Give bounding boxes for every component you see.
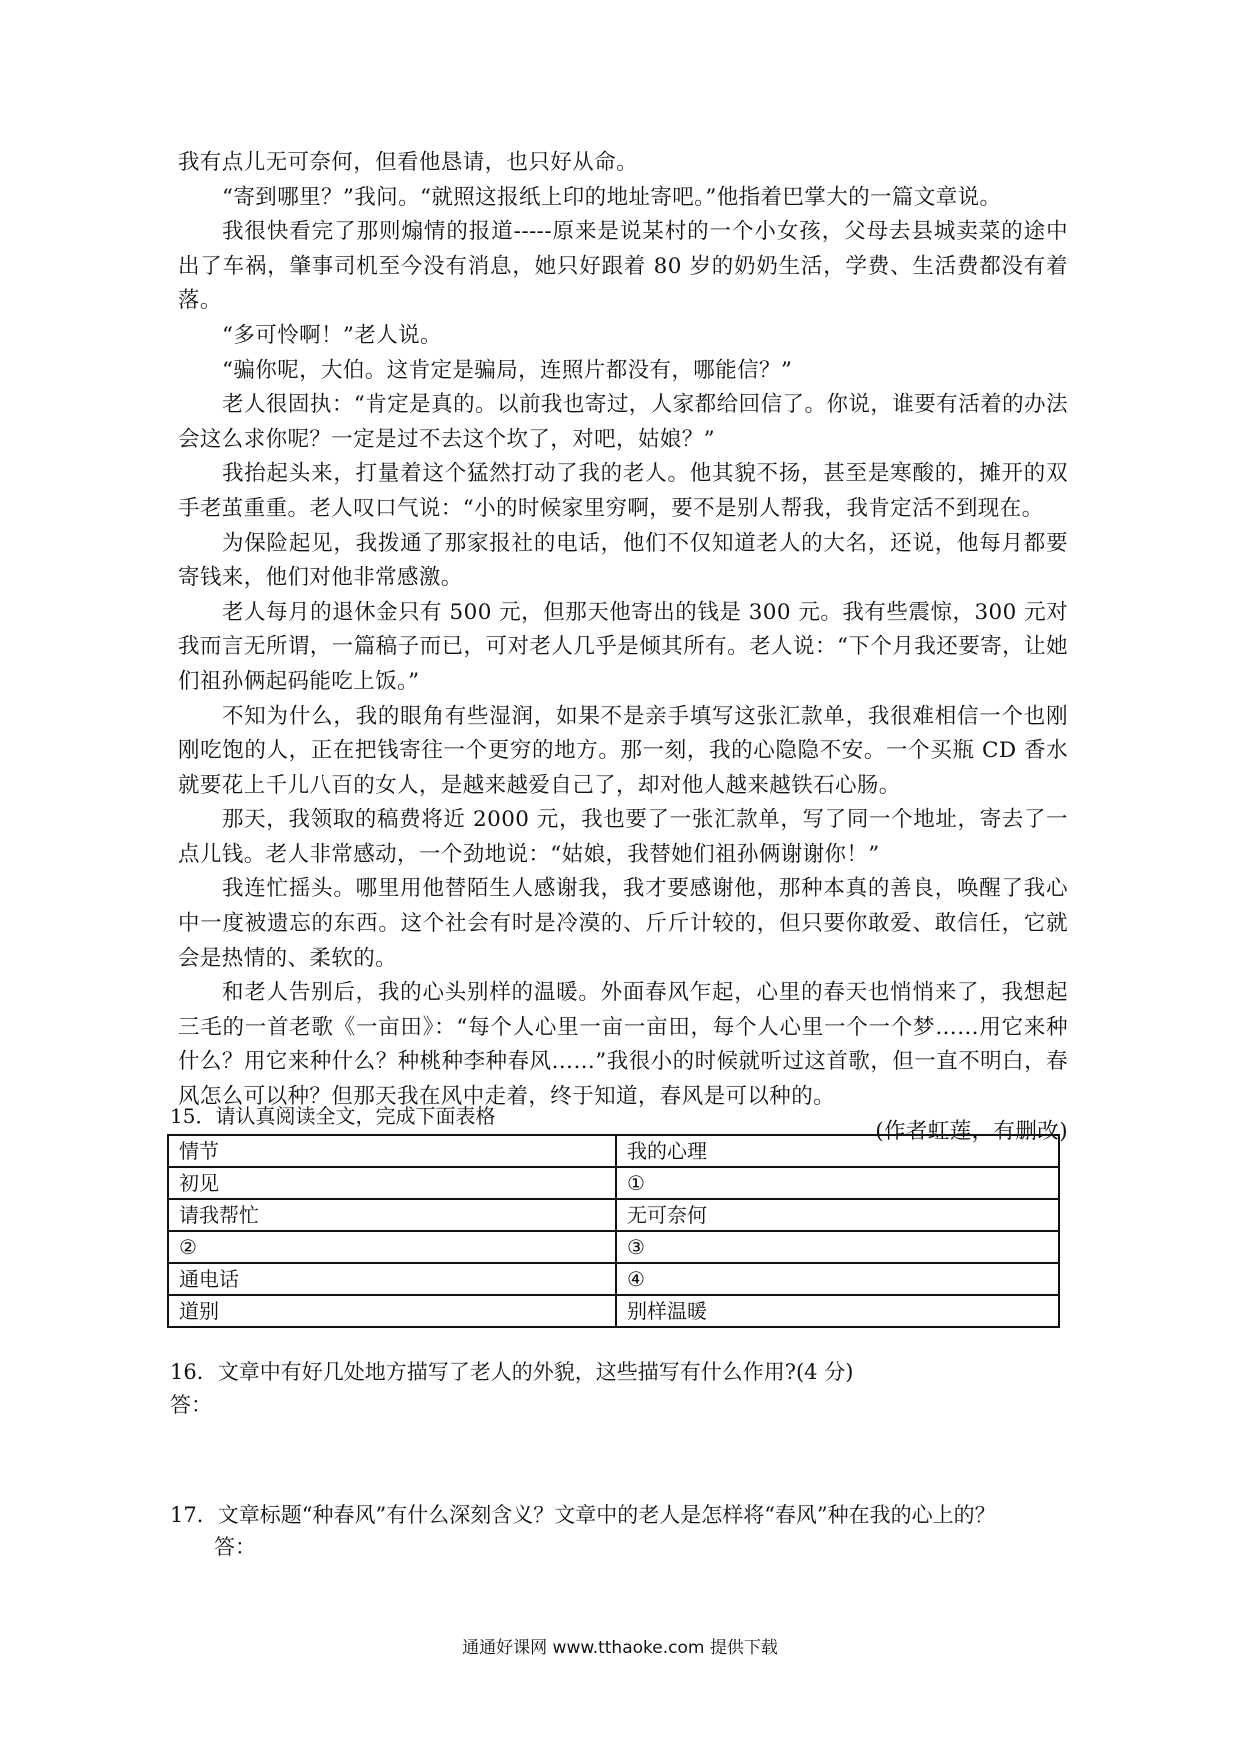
question-15-table bbox=[167, 1134, 1060, 1328]
question-16-prompt: 16．文章中有好几处地方描写了老人的外貌，这些描写有什么作用?(4 分) bbox=[170, 1360, 854, 1384]
table-cell: 请我帮忙 bbox=[168, 1199, 616, 1231]
table-row bbox=[168, 1231, 1059, 1263]
table-cell: ① bbox=[616, 1167, 1059, 1199]
table-header-cell: 我的心理 bbox=[616, 1135, 1059, 1167]
table-cell: ② bbox=[168, 1231, 616, 1263]
paragraph: 老人很固执：“肯定是真的。以前我也寄过，人家都给回信了。你说，谁要有活着的办法会这么求你呢？一定是过不去这个坎了，对吧，姑娘？” bbox=[178, 392, 1068, 452]
table-cell: 无可奈何 bbox=[616, 1199, 1059, 1231]
table-header-row bbox=[168, 1135, 1059, 1167]
paragraph: “多可怜啊！”老人说。 bbox=[222, 322, 442, 348]
table-row bbox=[168, 1199, 1059, 1231]
question-17-answer-label: 答： bbox=[214, 1535, 256, 1559]
reading-passage bbox=[178, 146, 1068, 1149]
table-cell: ③ bbox=[616, 1231, 1059, 1263]
question-15-prompt: 15．请认真阅读全文，完成下面表格 bbox=[170, 1104, 496, 1128]
paragraph: 那天，我领取的稿费将近 2000 元，我也要了一张汇款单，写了同一个地址，寄去了一点儿钱。老人非常感动，一个劲地说：“姑娘，我替她们祖孙俩谢谢你！” bbox=[178, 807, 1068, 867]
table-row bbox=[168, 1263, 1059, 1295]
paragraph: 和老人告别后，我的心头别样的温暖。外面春风乍起，心里的春天也悄悄来了，我想起三毛的一首老歌《一亩田》：“每个人心里一亩一亩田，每个人心里一个一个梦……用它来种什么？用它来种什么？种桃种李种春风……”我很小的时候就听过这首歌，但一直不明白，春风怎么可以种？但那天我在风中走着，终于知道，春风是可以种的。 bbox=[178, 980, 1068, 1110]
table-cell: 通电话 bbox=[168, 1263, 616, 1295]
table-cell: ④ bbox=[616, 1263, 1059, 1295]
paragraph: 为保险起见，我拨通了那家报社的电话，他们不仅知道老人的大名，还说，他每月都要寄钱来，他们对他非常感激。 bbox=[178, 530, 1068, 591]
table-header-cell: 情节 bbox=[168, 1135, 616, 1167]
table-row bbox=[168, 1167, 1059, 1199]
paragraph: 我连忙摇头。哪里用他替陌生人感谢我，我才要感谢他，那种本真的善良，唤醒了我心中一度被遗忘的东西。这个社会有时是冷漠的、斤斤计较的，但只要你敢爱、敢信任，它就会是热情的、柔软的。 bbox=[178, 876, 1068, 971]
paragraph: “骗你呢，大伯。这肯定是骗局，连照片都没有，哪能信？” bbox=[222, 357, 793, 383]
table-cell: 别样温暖 bbox=[616, 1295, 1059, 1327]
paragraph: 不知为什么，我的眼角有些湿润，如果不是亲手填写这张汇款单，我很难相信一个也刚刚吃饱的人，正在把钱寄往一个更穷的地方。那一刻，我的心隐隐不安。一个买瓶 CD 香水就要花上千儿八百的女人，是越来越爱自己了，却对他人越来越铁石心肠。 bbox=[178, 703, 1068, 798]
paragraph: 我很快看完了那则煽情的报道-----原来是说某村的一个小女孩，父母去县城卖菜的途中出了车祸，肇事司机至今没有消息，她只好跟着 80 岁的奶奶生活，学费、生活费都没有着落。 bbox=[178, 219, 1068, 314]
author-credit: (作者虹莲，有删改) bbox=[875, 1118, 1068, 1144]
paragraph: 我有点儿无可奈何，但看他恳请，也只好从命。 bbox=[178, 150, 638, 175]
table-cell: 初见 bbox=[168, 1167, 616, 1199]
paragraph: 我抬起头来，打量着这个猛然打动了我的老人。他其貌不扬，甚至是寒酸的，摊开的双手老茧重重。老人叹口气说：“小的时候家里穷啊，要不是别人帮我，我肯定活不到现在。 bbox=[178, 461, 1068, 521]
paragraph: 老人每月的退休金只有 500 元，但那天他寄出的钱是 300 元。我有些震惊，300 元对我而言无所谓，一篇稿子而已，可对老人几乎是倾其所有。老人说：“下个月我还要寄，让她们祖孙俩起码能吃上饭。” bbox=[178, 599, 1068, 694]
table-cell: 道别 bbox=[168, 1295, 616, 1327]
paragraph: “寄到哪里？”我问。“就照这报纸上印的地址寄吧。”他指着巴掌大的一篇文章说。 bbox=[222, 184, 1002, 210]
page-footer: 通通好课网 www.tthaoke.com 提供下载 bbox=[462, 1638, 778, 1658]
table-row bbox=[168, 1295, 1059, 1327]
question-16-answer-label: 答： bbox=[170, 1393, 212, 1417]
question-17-prompt: 17．文章标题“种春风”有什么深刻含义？文章中的老人是怎样将“春风”种在我的心上的？ bbox=[170, 1503, 996, 1527]
